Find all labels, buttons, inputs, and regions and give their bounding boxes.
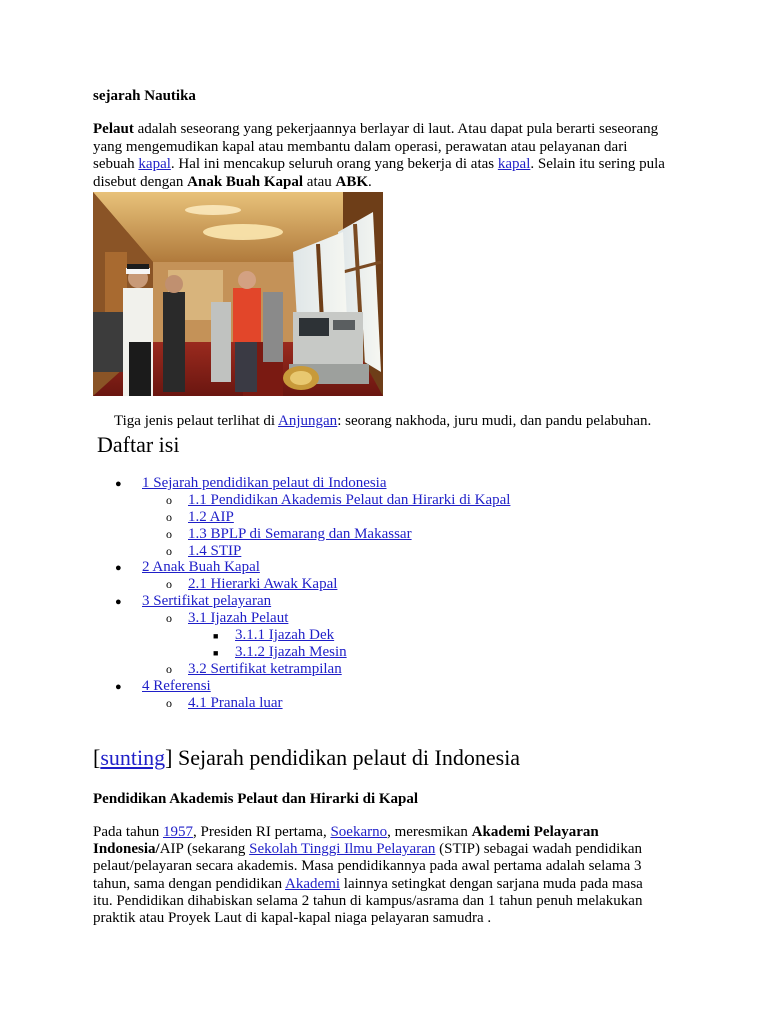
bullet-circle-icon: o (166, 577, 172, 592)
intro-bold-term: Anak Buah Kapal (187, 173, 304, 190)
intro-paragraph (93, 121, 665, 191)
para-text: , Presiden RI pertama, (192, 824, 331, 840)
intro-text: . Hal ini mencakup seluruh orang yang bekerja di atas (170, 156, 498, 173)
para-text: AIP (sekarang (159, 841, 250, 858)
intro-text: . Selain itu sering pula disebut dengan (93, 156, 665, 190)
link-akademi[interactable]: Akademi (285, 875, 341, 892)
intro-bold-term: Pelaut (93, 121, 134, 137)
bullet-disc-icon: ● (115, 478, 122, 490)
link-1957[interactable]: 1957 (162, 824, 193, 840)
body-paragraph (93, 824, 665, 927)
subsection-heading: Pendidikan Akademis Pelaut dan Hirarki di Kapal (93, 791, 419, 807)
toc-link[interactable]: 3 Sertifikat pelayaran (142, 593, 272, 610)
bullet-circle-icon: o (166, 492, 172, 507)
section-heading-text: Sejarah pendidikan pelaut di Indonesia (172, 745, 521, 770)
toc-title: Daftar isi (97, 432, 180, 457)
bullet-disc-icon: ● (115, 680, 122, 693)
link-kapal[interactable]: kapal (497, 156, 531, 173)
intro-text: adalah seseorang yang pekerjaannya berlayar di laut. Atau dapat pula berarti seseorang yang mengemudikan kapal atau membantu dalam operasi, perawatan atau pelayanan dari sebuah (93, 121, 659, 173)
toc-link[interactable]: 1.4 STIP (188, 542, 242, 559)
bullet-circle-icon: o (166, 543, 172, 558)
toc-link[interactable]: 1.2 AIP (188, 508, 234, 525)
toc-link[interactable]: 3.1.2 Ijazah Mesin (235, 643, 347, 660)
bullet-circle-icon: o (166, 509, 172, 524)
toc-link[interactable]: 1.1 Pendidikan Akademis Pelaut dan Hirarki di Kapal (188, 491, 511, 508)
para-text: lainnya setingkat dengan sarjana muda pada masa itu. Pendidikan dihabiskan selama 2 tahun di kampus/asrama dan 1 tahun penuh melakukan praktik atau Proyek Laut di kapal-kapal niaga pelayaran samudra . (93, 875, 643, 927)
page-title: sejarah Nautika (93, 88, 196, 104)
toc-link[interactable]: 2.1 Hierarki Awak Kapal (188, 576, 338, 593)
bullet-square-icon: ■ (213, 647, 219, 658)
caption-text: : seorang nakhoda, juru mudi, dan pandu pelabuhan. (337, 413, 652, 429)
toc-link[interactable]: 2 Anak Buah Kapal (142, 559, 260, 576)
toc-link[interactable]: 3.1 Ijazah Pelaut (188, 610, 289, 627)
intro-bold-term: ABK (335, 173, 369, 190)
caption-text: Tiga jenis pelaut terlihat di (114, 413, 279, 429)
edit-bracket: ] (165, 745, 173, 770)
intro-text: . (368, 173, 372, 190)
bullet-circle-icon: o (166, 526, 172, 541)
toc-link[interactable]: 3.2 Sertifikat ketrampilan (188, 660, 342, 677)
para-text: (STIP) sebagai wadah pendidikan pelaut/pelayaran secara akademis. Masa pendidikannya pada awal pertama adalah selama 3 tahun, sama dengan pendidikan (93, 841, 642, 892)
edit-link[interactable]: sunting (100, 745, 166, 770)
link-anjungan[interactable]: Anjungan (278, 413, 338, 429)
link-kapal[interactable]: kapal (138, 156, 171, 173)
para-text: Pada tahun (93, 824, 163, 840)
toc-link[interactable]: 1.3 BPLP di Semarang dan Makassar (188, 525, 412, 542)
edit-bracket: [ (93, 745, 101, 770)
toc-link[interactable]: 4.1 Pranala luar (188, 694, 283, 711)
bullet-circle-icon: o (166, 695, 172, 710)
ship-bridge-photo (93, 192, 383, 396)
toc-link[interactable]: 4 Referensi (142, 677, 211, 694)
bullet-square-icon: ■ (213, 631, 219, 642)
bullet-disc-icon: ● (115, 562, 122, 575)
toc-link[interactable]: 3.1.1 Ijazah Dek (235, 627, 335, 644)
toc-link[interactable]: 1 Sejarah pendidikan pelaut di Indonesia (142, 475, 387, 491)
bullet-circle-icon: o (166, 661, 172, 676)
para-text: , meresmikan (387, 824, 472, 840)
link-soekarno[interactable]: Soekarno (330, 824, 388, 840)
intro-text: atau (303, 173, 336, 190)
bullet-circle-icon: o (166, 611, 172, 626)
para-bold-term: Akademi Pelayaran Indonesia/ (93, 824, 599, 858)
section-heading (93, 745, 520, 771)
bullet-disc-icon: ● (115, 596, 122, 609)
photo-caption (114, 413, 651, 430)
link-stip[interactable]: Sekolah Tinggi Ilmu Pelayaran (249, 841, 436, 858)
